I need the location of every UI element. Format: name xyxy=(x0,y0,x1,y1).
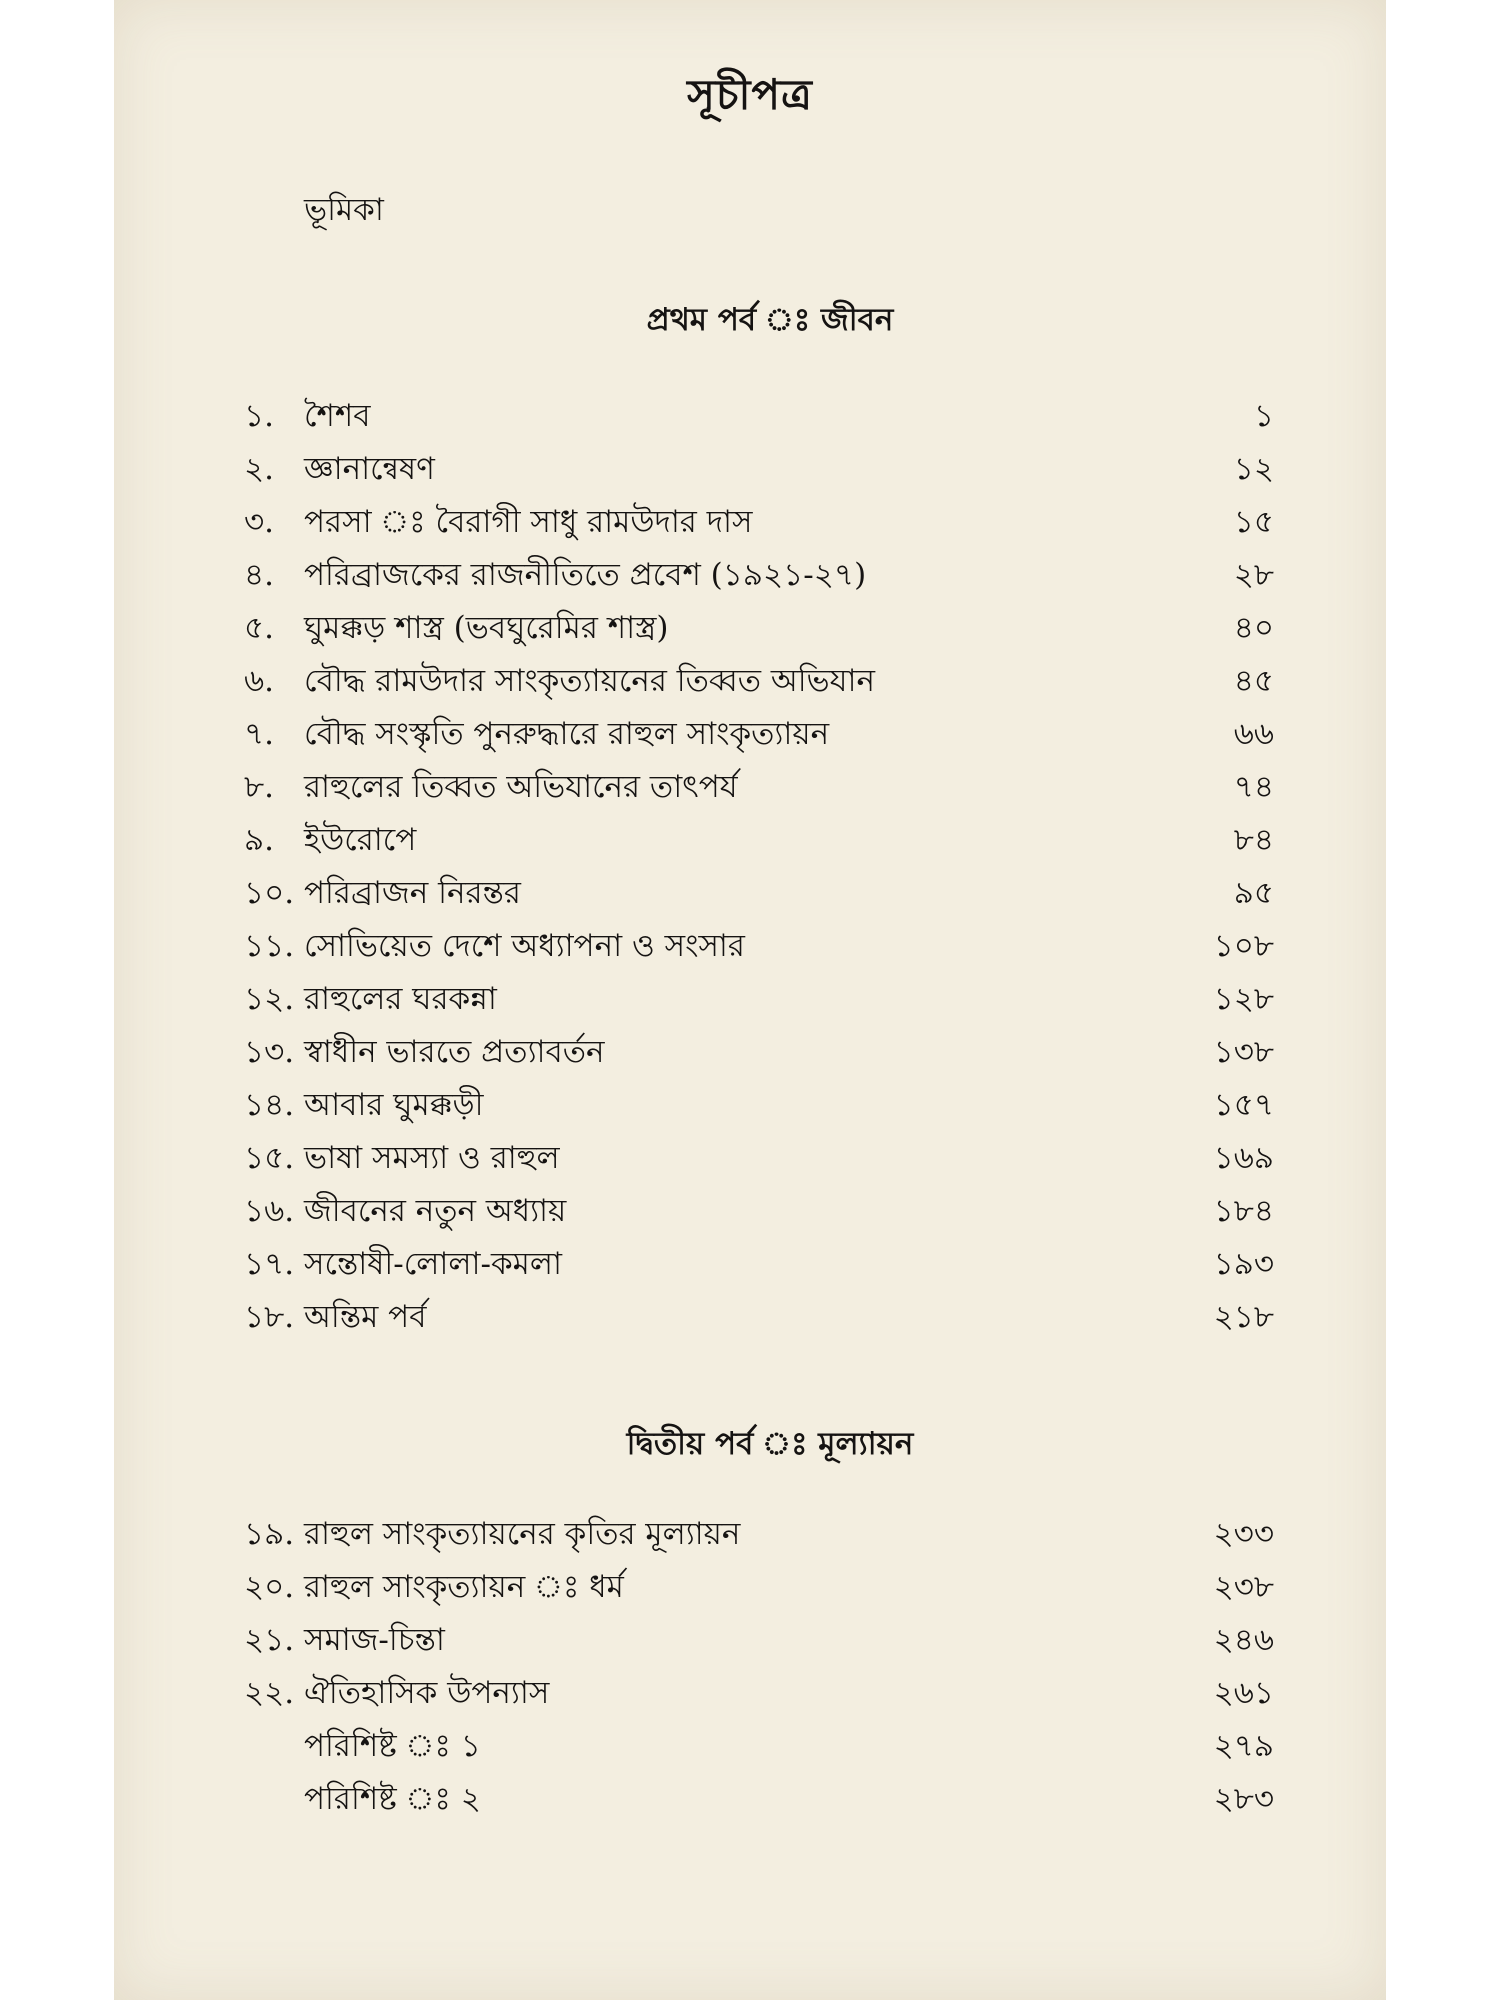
page-title: সূচীপত্র xyxy=(687,70,813,119)
toc-entry-title: সন্তোষী-লোলা-কমলা xyxy=(304,1246,562,1282)
toc-entry-title: রাহুলের ঘরকন্না xyxy=(304,981,497,1017)
toc-entry-title: বৌদ্ধ রামউদার সাংকৃত্যায়নের তিব্বত অভিযান xyxy=(304,663,876,699)
toc-entry-page: ১৯৩ xyxy=(1213,1246,1274,1282)
toc-entry xyxy=(244,1773,1274,1826)
toc-entry-title: পরিশিষ্ট ঃ ১ xyxy=(304,1728,481,1764)
toc-entry-title: পরিশিষ্ট ঃ ২ xyxy=(304,1781,481,1817)
toc-entry-number: ৩. xyxy=(244,504,275,540)
toc-entry xyxy=(244,655,1274,708)
part2-heading: দ্বিতীয় পর্ব ঃ মূল্যায়ন xyxy=(626,1426,914,1462)
toc-entry-number: ৫. xyxy=(244,610,274,646)
toc-entry-title: পরসা ঃ বৈরাগী সাধু রামউদার দাস xyxy=(304,504,753,540)
toc-entry xyxy=(244,1026,1274,1079)
toc-entry-title: ইউরোপে xyxy=(304,822,417,858)
toc-entry-page: ২১৮ xyxy=(1213,1299,1274,1335)
toc-entry-number: ১৭. xyxy=(244,1246,295,1282)
toc-entry-title: রাহুল সাংকৃত্যায়নের কৃতির মূল্যায়ন xyxy=(304,1516,741,1552)
toc-entry-number: ১. xyxy=(244,398,274,434)
toc-entry-page: ২৮ xyxy=(1233,557,1274,593)
toc-entry xyxy=(244,867,1274,920)
toc-entry-page: ৮৪ xyxy=(1233,822,1274,858)
toc-entry-title: ভাষা সমস্যা ও রাহুল xyxy=(304,1140,560,1176)
toc-entry-title: রাহুলের তিব্বত অভিযানের তাৎপর্য xyxy=(304,769,738,805)
toc-entry-page: ১৬৯ xyxy=(1213,1140,1274,1176)
toc-entry xyxy=(244,549,1274,602)
toc-entry-page: ১২৮ xyxy=(1213,981,1274,1017)
toc-entry-page: ৯৫ xyxy=(1233,875,1274,911)
toc-entry xyxy=(244,1508,1274,1561)
toc-entry-title: ঐতিহাসিক উপন্যাস xyxy=(304,1675,550,1711)
part2-toc-list xyxy=(244,1508,1274,1826)
toc-entry-title: জীবনের নতুন অধ্যায় xyxy=(304,1193,567,1229)
toc-entry-number: ২. xyxy=(244,451,275,487)
toc-entry-number: ৬. xyxy=(244,663,275,699)
toc-entry-number: ২১. xyxy=(244,1622,295,1658)
toc-entry xyxy=(244,1291,1274,1344)
toc-entry-page: ২৬১ xyxy=(1213,1675,1274,1711)
toc-entry-page: ৪০ xyxy=(1233,610,1274,646)
toc-entry xyxy=(244,602,1274,655)
toc-entry-number: ৮. xyxy=(244,769,274,805)
toc-entry-page: ১৮৪ xyxy=(1213,1193,1274,1229)
toc-entry-title: ঘুমক্কড় শাস্ত্র (ভবঘুরেমির শাস্ত্র) xyxy=(304,610,669,646)
part1-heading: প্রথম পর্ব ঃ জীবন xyxy=(646,302,894,338)
toc-entry-page: ৬৬ xyxy=(1233,716,1274,752)
toc-entry-page: ১২ xyxy=(1233,451,1274,487)
toc-entry xyxy=(244,814,1274,867)
toc-entry xyxy=(244,973,1274,1026)
toc-entry-page: ২৮৩ xyxy=(1213,1781,1274,1817)
toc-entry-number: ৭. xyxy=(244,716,275,752)
toc-entry-number: ১৬. xyxy=(244,1193,295,1229)
toc-entry-title: সমাজ-চিন্তা xyxy=(304,1622,445,1658)
toc-entry-number: ১২. xyxy=(244,981,295,1017)
toc-entry-page: ৪৫ xyxy=(1233,663,1274,699)
toc-entry xyxy=(244,761,1274,814)
toc-entry-page: ১০৮ xyxy=(1213,928,1274,964)
toc-entry-page: ২৪৬ xyxy=(1213,1622,1274,1658)
toc-entry xyxy=(244,708,1274,761)
toc-entry-title: রাহুল সাংকৃত্যায়ন ঃ ধর্ম xyxy=(304,1569,624,1605)
toc-entry-number: ১০. xyxy=(244,875,295,911)
toc-entry-title: সোভিয়েত দেশে অধ্যাপনা ও সংসার xyxy=(304,928,745,964)
toc-entry xyxy=(244,920,1274,973)
toc-entry-number: ১১. xyxy=(244,928,295,964)
toc-entry-number: ৯. xyxy=(244,822,274,858)
toc-entry xyxy=(244,1667,1274,1720)
toc-entry-number: ২০. xyxy=(244,1569,295,1605)
toc-entry-title: বৌদ্ধ সংস্কৃতি পুনরুদ্ধারে রাহুল সাংকৃত্যায়ন xyxy=(304,716,830,752)
toc-entry-number: ১৫. xyxy=(244,1140,295,1176)
toc-entry-number: ২২. xyxy=(244,1675,295,1711)
toc-entry-page: ৭৪ xyxy=(1233,769,1274,805)
book-page xyxy=(114,0,1386,2000)
toc-entry-number: ৪. xyxy=(244,557,274,593)
toc-entry-title: জ্ঞানান্বেষণ xyxy=(304,451,435,487)
toc-entry xyxy=(244,1238,1274,1291)
toc-entry-page: ২৩৩ xyxy=(1213,1516,1274,1552)
toc-entry-number: ১৯. xyxy=(244,1516,295,1552)
toc-entry-title: অন্তিম পর্ব xyxy=(304,1299,427,1335)
toc-entry-page: ২৩৮ xyxy=(1213,1569,1274,1605)
toc-entry-title: আবার ঘুমক্কড়ী xyxy=(304,1087,484,1123)
toc-entry xyxy=(244,496,1274,549)
toc-entry-number: ১৪. xyxy=(244,1087,295,1123)
toc-entry-number: ১৩. xyxy=(244,1034,295,1070)
toc-entry-title: পরিব্রাজন নিরন্তর xyxy=(304,875,521,911)
toc-entry xyxy=(244,1614,1274,1667)
toc-entry-title: শৈশব xyxy=(304,398,371,434)
toc-entry-page: ১৩৮ xyxy=(1213,1034,1274,1070)
toc-entry-title: পরিব্রাজকের রাজনীতিতে প্রবেশ (১৯২১-২৭) xyxy=(304,557,867,593)
toc-entry xyxy=(244,1185,1274,1238)
toc-entry xyxy=(244,1079,1274,1132)
toc-entry xyxy=(244,390,1274,443)
toc-entry-page: ১৫ xyxy=(1233,504,1274,540)
toc-entry-page: ১৫৭ xyxy=(1213,1087,1274,1123)
preface-label: ভূমিকা xyxy=(304,192,384,228)
toc-entry-title: স্বাধীন ভারতে প্রত্যাবর্তন xyxy=(304,1034,605,1070)
toc-entry xyxy=(244,1720,1274,1773)
toc-entry xyxy=(244,1561,1274,1614)
toc-entry-page: ১ xyxy=(1253,398,1274,434)
toc-entry xyxy=(244,1132,1274,1185)
toc-entry-number: ১৮. xyxy=(244,1299,295,1335)
part1-toc-list xyxy=(244,390,1274,1344)
toc-entry-page: ২৭৯ xyxy=(1213,1728,1274,1764)
toc-entry xyxy=(244,443,1274,496)
